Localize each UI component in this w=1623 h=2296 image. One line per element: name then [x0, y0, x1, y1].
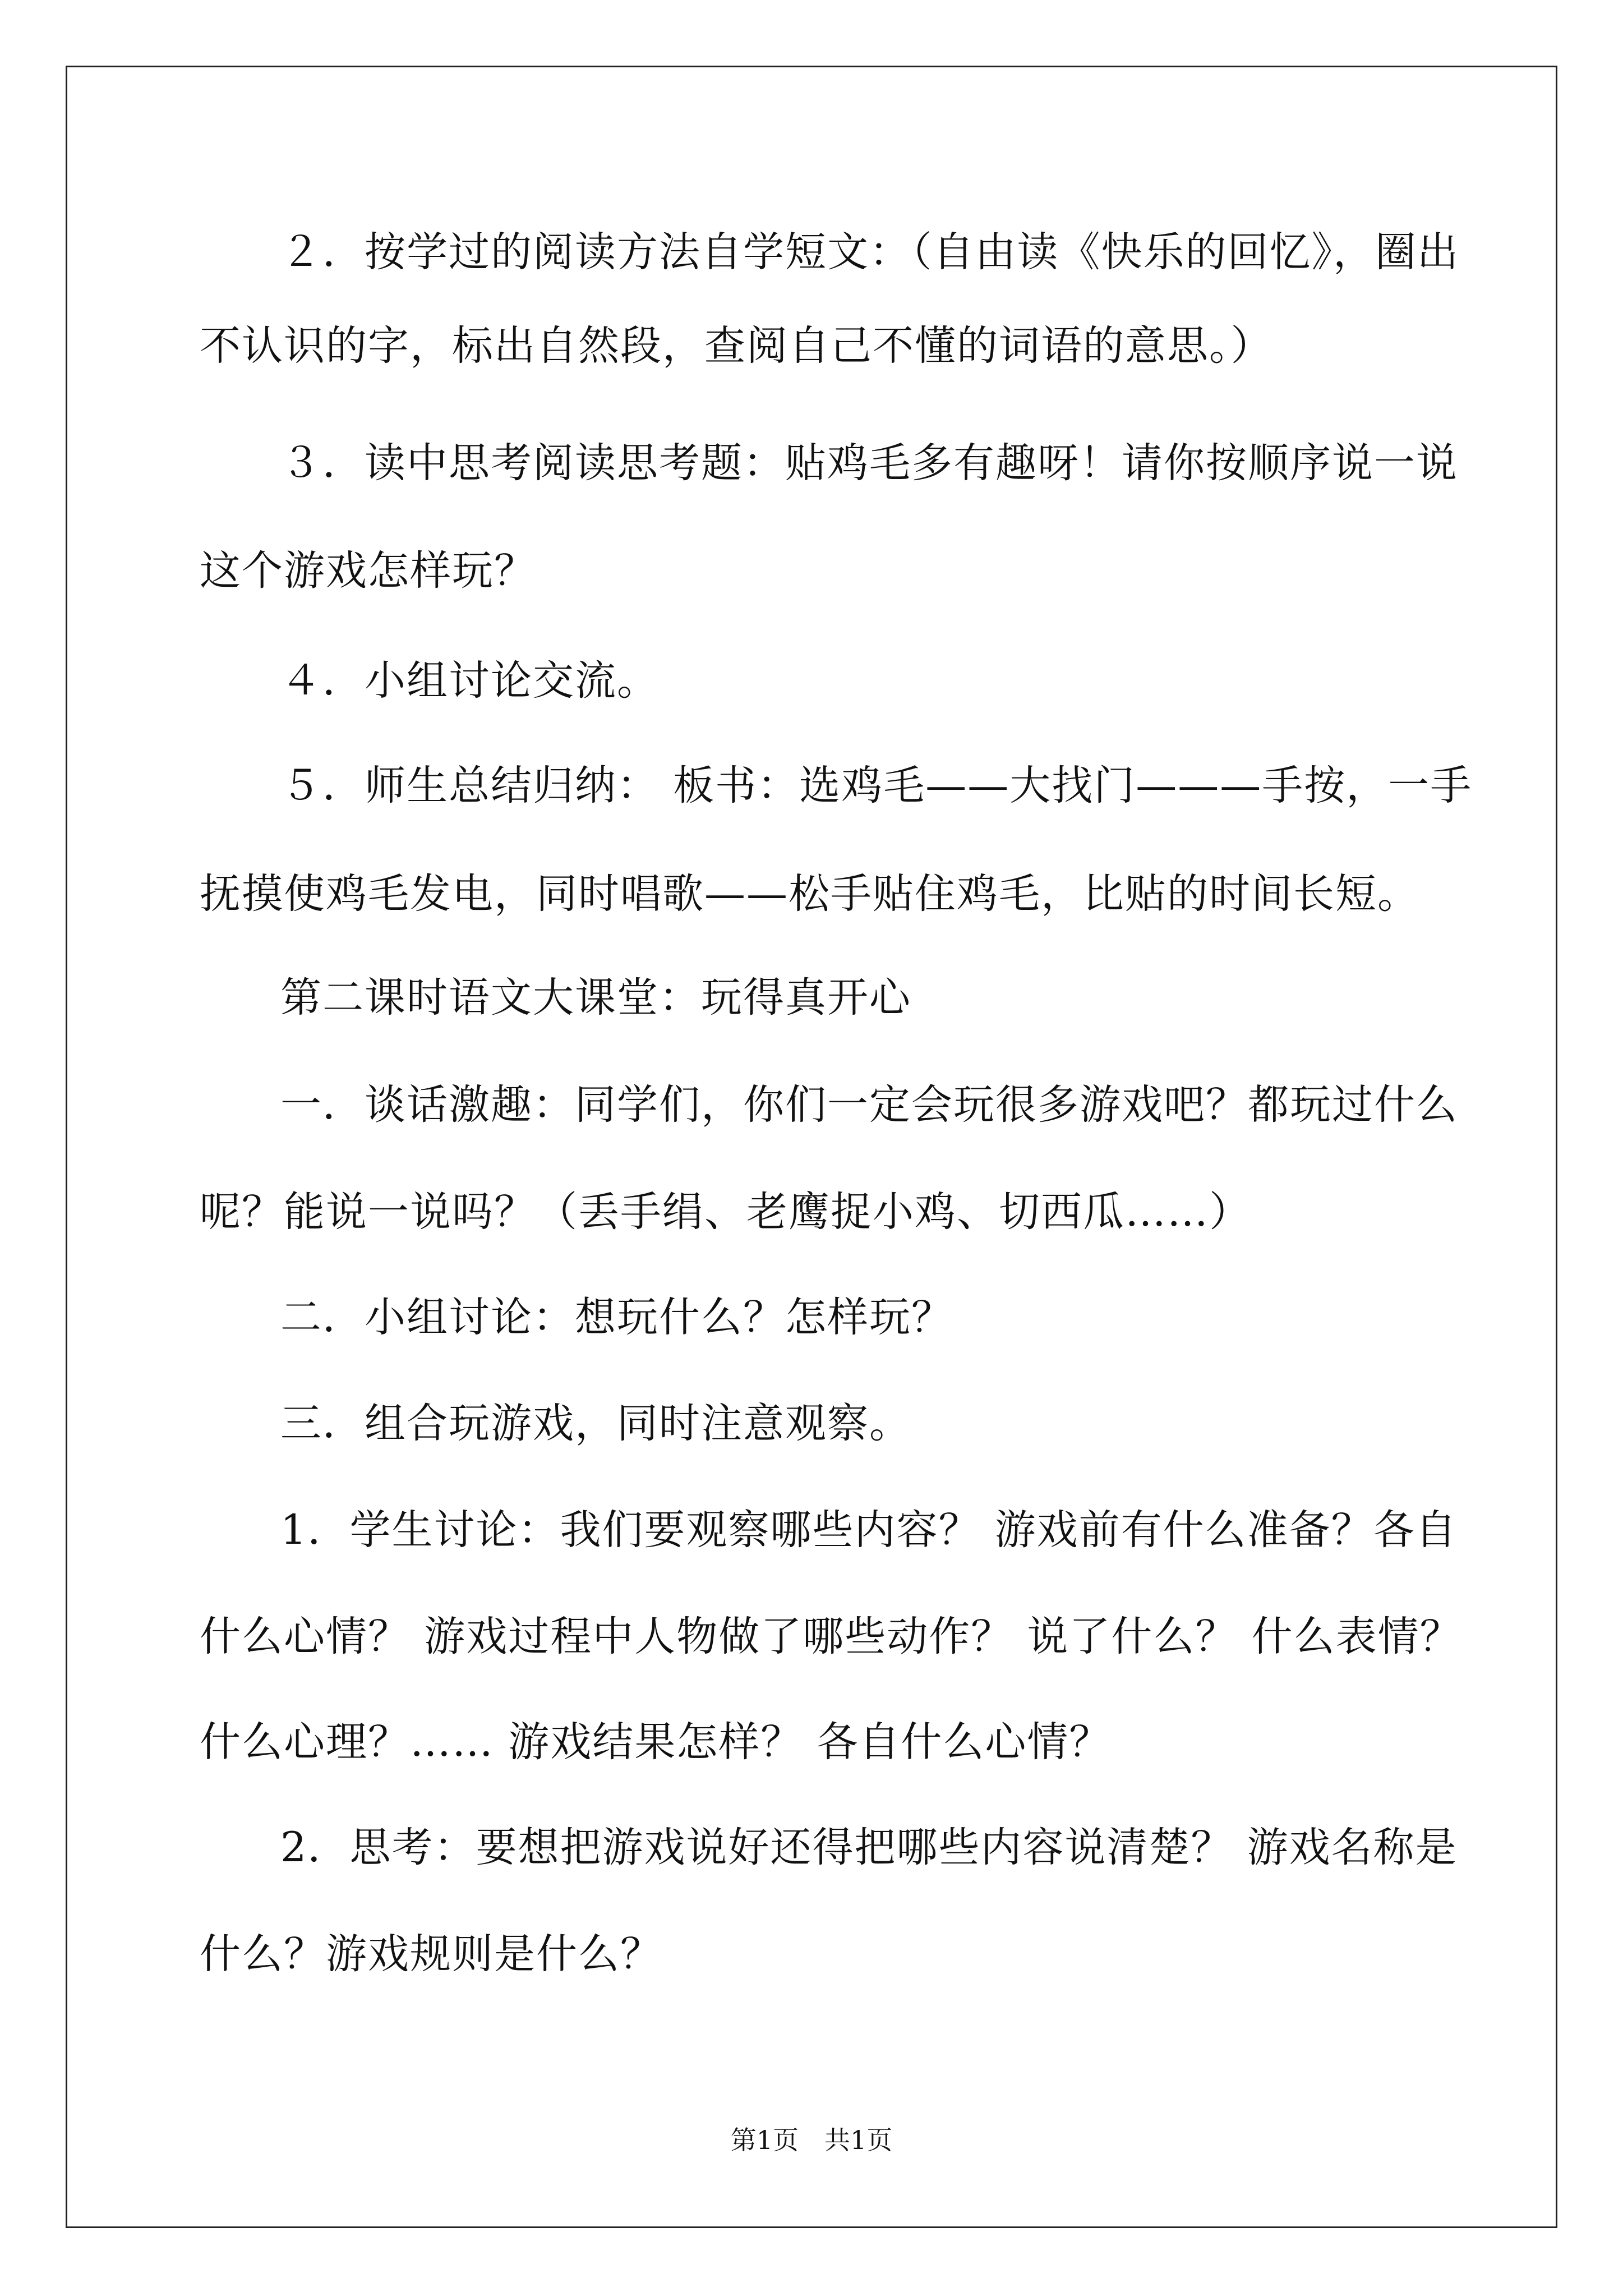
- paragraph-line-5: ４．小组讨论交流。: [280, 657, 659, 705]
- section-heading: 第二课时语文大课堂：玩得真开心: [280, 974, 911, 1022]
- paragraph-line-7: 抚摸使鸡毛发电，同时唱歌——松手贴住鸡毛，比贴的时间长短。: [200, 870, 1419, 918]
- paragraph-line-16: 2．思考：要想把游戏说好还得把哪些内容说清楚？ 游戏名称是: [280, 1824, 1458, 1871]
- paragraph-line-2: 不认识的字，标出自然段，查阅自己不懂的词语的意思。）: [200, 322, 1273, 370]
- page-number-footer: 第1页 共1页: [730, 2125, 893, 2155]
- paragraph-line-4: 这个游戏怎样玩？: [200, 547, 536, 595]
- paragraph-line-17: 什么？游戏规则是什么？: [200, 1930, 662, 1978]
- paragraph-line-3: ３．读中思考阅读思考题：贴鸡毛多有趣呀！请你按顺序说一说: [280, 439, 1458, 487]
- paragraph-line-11: 二．小组讨论：想玩什么？怎样玩？: [280, 1294, 953, 1341]
- paragraph-line-15: 什么心理？…… 游戏结果怎样？ 各自什么心情？: [200, 1718, 1112, 1766]
- paragraph-line-12: 三．组合玩游戏，同时注意观察。: [280, 1400, 911, 1447]
- page-border: [66, 66, 1557, 2228]
- paragraph-line-6: ５．师生总结归纳： 板书：选鸡毛——大找门———手按，一手: [280, 762, 1473, 809]
- paragraph-line-9: 一．谈话激趣：同学们，你们一定会玩很多游戏吧？都玩过什么: [280, 1081, 1458, 1129]
- paragraph-line-13: 1．学生讨论：我们要观察哪些内容？ 游戏前有什么准备？各自: [280, 1506, 1458, 1554]
- paragraph-line-10: 呢？能说一说吗？（丢手绢、老鹰捉小鸡、切西瓜……）: [200, 1188, 1251, 1236]
- paragraph-line-1: ２．按学过的阅读方法自学短文：（自由读《快乐的回忆》，圈出: [280, 228, 1459, 276]
- paragraph-line-14: 什么心情？ 游戏过程中人物做了哪些动作？ 说了什么？ 什么表情？: [200, 1613, 1462, 1660]
